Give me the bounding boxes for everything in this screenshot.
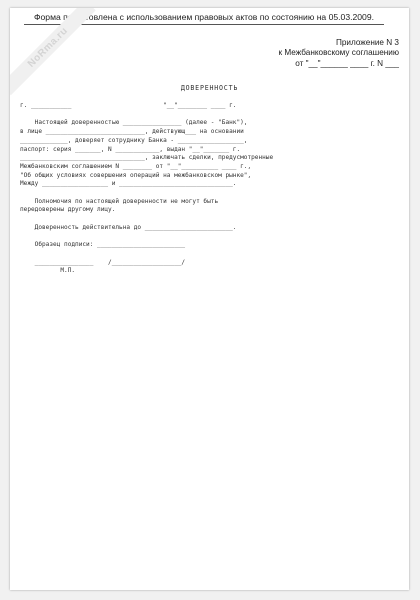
body-line: _____________, доверяет сотруднику Банка - __________________, <box>20 136 248 144</box>
body-line: Настоящей доверенностью ________________ (далее - "Банк"), <box>20 119 248 127</box>
body-line: Между __________________ и _______________________________. <box>20 180 237 188</box>
body-line: паспорт: серия _______, N ____________, выдан "__"_______ г. <box>20 145 241 153</box>
annex-reference: к Межбанковскому соглашению <box>278 48 399 58</box>
legal-status-banner: Форма подготовлена с использованием правовых актов по состоянию на 05.03.2009. <box>24 10 384 25</box>
annex-number: Приложение N 3 <box>335 38 399 47</box>
body-line: Полномочия по настоящей доверенности не могут быть <box>20 197 219 205</box>
body-line: г. ___________ "__"________ ____ г. <box>20 102 237 109</box>
site-watermark: NoRma.ru <box>10 8 96 95</box>
body-line: передоверены другому лицу. <box>20 206 116 214</box>
body-line: Образец подписи: ________________________ <box>20 241 186 249</box>
body-line: в лице ___________________________, действующ___ на основании <box>20 128 244 136</box>
body-line: "Об общих условиях совершения операций на межбанковском рынке", <box>20 171 252 179</box>
document-page <box>10 8 409 590</box>
body-line <box>20 189 355 198</box>
document-title: ДОВЕРЕННОСТЬ <box>180 84 239 92</box>
document-body <box>20 102 355 276</box>
body-line <box>20 215 355 224</box>
body-line: ________________ /___________________/ <box>20 258 186 266</box>
body-line <box>20 250 355 259</box>
annex-header <box>219 38 399 69</box>
body-line: __________________________________, заключать сделки, предусмотренные <box>20 154 274 162</box>
body-line: Межбанковским соглашением N ________ от "__"__________ ____ г., <box>20 162 252 170</box>
annex-date-number: от "__"______ ____ г. N ___ <box>295 58 399 68</box>
body-line: М.П. <box>20 267 76 275</box>
body-line <box>20 233 355 242</box>
body-line: Доверенность действительна до ________________________. <box>20 223 237 231</box>
